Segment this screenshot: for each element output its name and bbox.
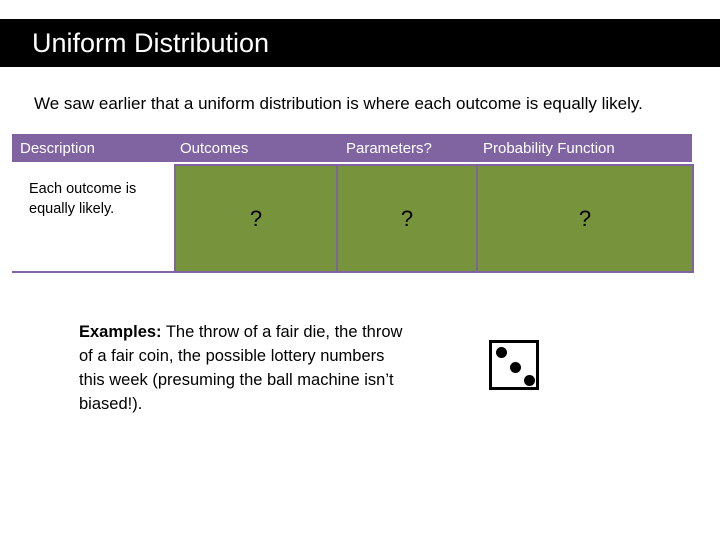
header-probability-function: Probability Function	[483, 140, 615, 157]
outcomes-placeholder: ?	[249, 206, 263, 231]
examples-label: Examples:	[79, 323, 162, 341]
die-face-three-icon	[489, 340, 539, 390]
intro-text: We saw earlier that a uniform distribution is where each outcome is equally likely.	[34, 94, 643, 113]
parameters-placeholder: ?	[400, 206, 414, 231]
die-pip	[524, 375, 535, 386]
examples-body: The throw of a fair die, the throw of a fair coin, the possible lottery numbers this week (presuming the ball machine isn’t biased!).	[79, 323, 403, 413]
title-bar	[0, 19, 720, 67]
die-pip	[510, 362, 521, 373]
header-description: Description	[20, 140, 96, 157]
description-divider	[12, 271, 174, 273]
parameters-cell	[336, 164, 478, 273]
description-cell: Each outcome is equally likely.	[29, 181, 137, 217]
probability-function-cell	[476, 164, 694, 273]
examples-text	[79, 320, 409, 416]
die-pip	[496, 347, 507, 358]
header-outcomes: Outcomes	[180, 140, 249, 157]
header-parameters: Parameters?	[346, 140, 432, 157]
slide-title: Uniform Distribution	[32, 28, 270, 58]
table-header-row	[12, 134, 692, 162]
probability-function-placeholder: ?	[578, 206, 592, 231]
outcomes-cell	[174, 164, 338, 273]
